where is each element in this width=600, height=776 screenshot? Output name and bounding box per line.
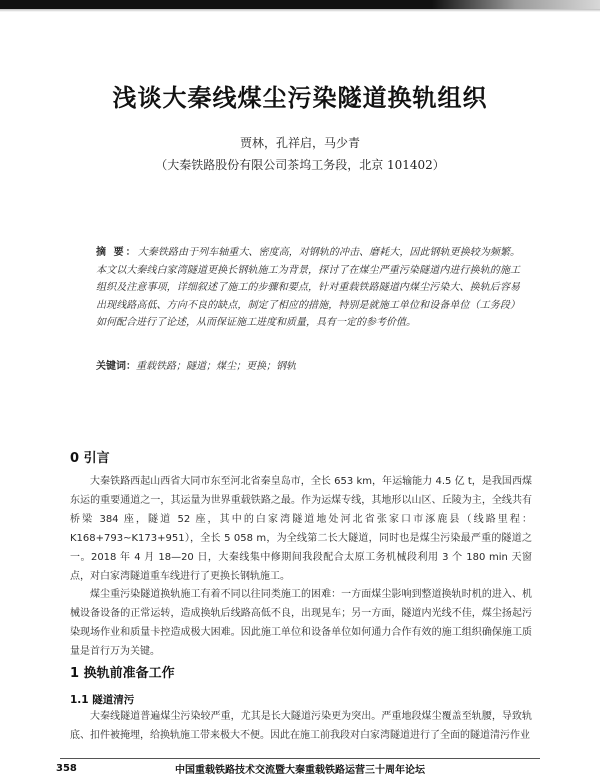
intro-paragraph-2: 煤尘重污染隧道换轨施工有着不同以往同类施工的困难：一方面煤尘影响到整道换轨时机的进入、机械设备设备的正常运转，造成换轨后线路高低不良，出现晃车；另一方面，隧道内光线不佳，煤尘扬起污染现场作业和质量卡控造成极大困难。因此施工单位和设备单位如何通力合作有效的施工组织确保施工质量是首行万为关键。: [70, 589, 532, 657]
section-heading-1-1: 1.1 隧道清污: [70, 694, 135, 706]
section-1-1-paragraph: 大秦线隧道普遍煤尘污染较严重，尤其是长大隧道污染更为突出。严重地段煤尘覆盖至轨腰，导致轨底、扣件被掩埋，给换轨施工带来极大不便。因此在施工前我段对白家湾隧道进行了全面的隧道清污作业: [70, 711, 532, 741]
intro-paragraph-1: 大秦铁路西起山西省大同市东至河北省秦皇岛市，全长 653 km，年运输能力 4.5 亿 t，是我国西煤东运的重要通道之一，其运量为世界重载铁路之最。作为运煤专线，其地形以山区、丘陵为主，全线共有桥梁 384 座，隧道 52 座，其中的白家湾隧道地处河北省张家口市涿鹿县（线路里程：K168+793~K173+951），全长 5 058 m，为全线第二长大隧道，同时也是煤尘污染最严重的隧道之一。2018 年 4 月 18—20 日，大秦线集中修期间我段配合太原工务机械段利用 3 个 180 min 天窗点，对白家湾隧道重车线进行了更换长钢轨施工。: [70, 476, 532, 582]
abstract-block: [96, 244, 520, 332]
keywords-text: 重载铁路；隧道；煤尘；更换；钢轨: [136, 361, 296, 372]
section-heading-intro: 0 引言: [70, 451, 110, 466]
abstract-text: 大秦铁路由于列车轴重大、密度高，对钢轨的冲击、磨耗大，因此钢轨更换较为频繁。本文以大秦线白家湾隧道更换长钢轨施工为背景，探讨了在煤尘严重污染隧道内进行换轨的施工组织及注意事项，详细叙述了施工的步骤和要点，针对重载铁路隧道内煤尘污染大、换轨后容易出现线路高低、方向不良的缺点，制定了相应的措施，特别是就施工单位和设备单位（工务段）如何配合进行了论述，从而保证施工进度和质量，具有一定的参考价值。: [96, 247, 521, 328]
abstract-label: 摘 要：: [96, 247, 138, 258]
paper-affiliation: （大秦铁路股份有限公司茶坞工务段，北京 101402）: [155, 158, 445, 172]
section-heading-1: 1 换轨前准备工作: [70, 666, 175, 681]
scan-edge-shadow: [0, 0, 600, 9]
page-number: 358: [56, 763, 77, 774]
keywords-label: 关键词：: [96, 361, 136, 372]
scan-edge-fade: [0, 9, 600, 12]
paper-title: 浅谈大秦线煤尘污染隧道换轨组织: [112, 84, 488, 112]
conference-footer: 中国重载铁路技术交流暨大秦重载铁路运营三十周年论坛: [175, 765, 425, 776]
paper-authors: 贾林，孔祥启，马少青: [239, 136, 360, 150]
keywords-block: [96, 359, 520, 375]
footer-rule: [60, 758, 540, 759]
